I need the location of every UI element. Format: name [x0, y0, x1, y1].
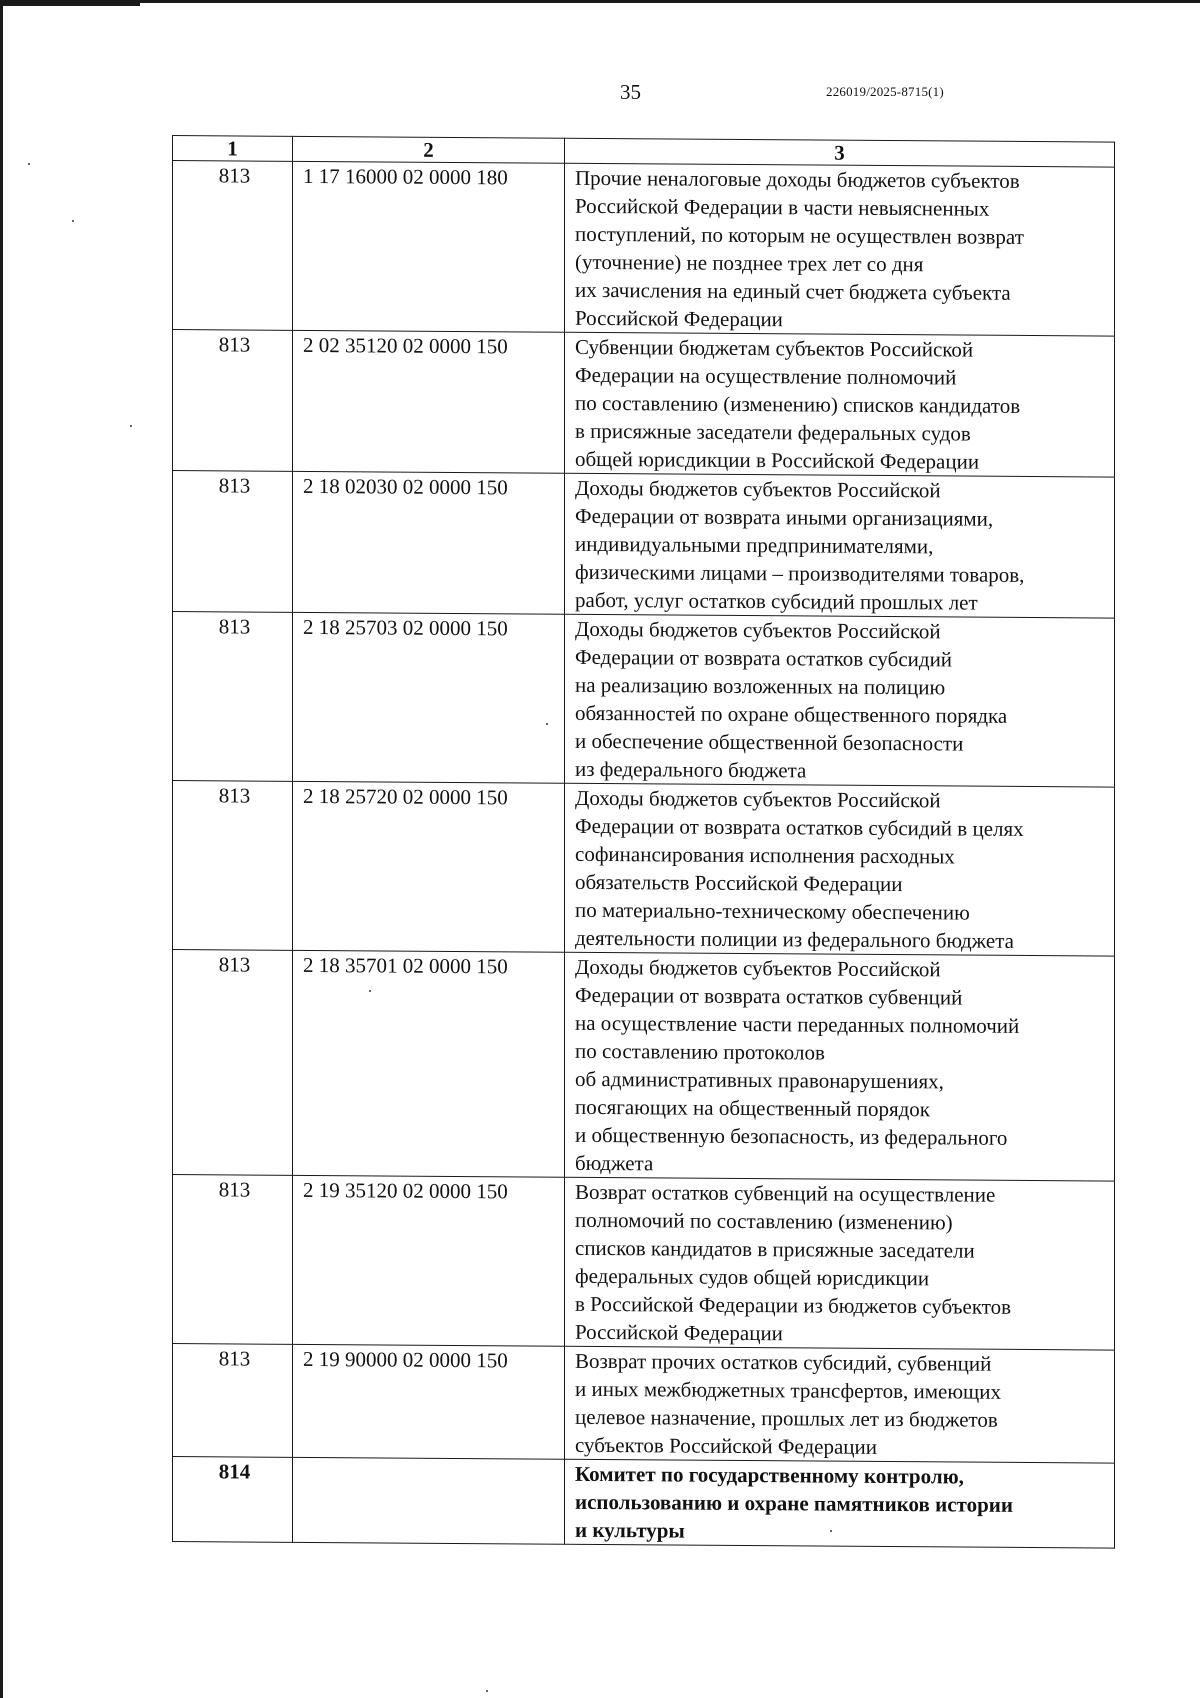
admin-code: 813: [173, 1344, 293, 1458]
revenue-name: Комитет по государственному контролю, использованию и охране памятников истории и культуры: [565, 1459, 1115, 1548]
revenue-code: 2 18 25720 02 0000 150: [293, 781, 565, 952]
table-row: [173, 950, 1115, 1182]
revenue-code: [293, 1457, 565, 1544]
table-row: [173, 1344, 1115, 1464]
column-header-2: 2: [293, 136, 565, 163]
page-number: 35: [620, 80, 641, 104]
revenue-name: Субвенции бюджетам субъектов Российской Федерации на осуществление полномочий по составлению (изменению) списков кандидатов в присяжные заседатели федеральных судов общей юрисдикции в Российской Федерации: [565, 332, 1115, 477]
revenue-code: 2 18 02030 02 0000 150: [293, 471, 565, 614]
table-row: [173, 471, 1115, 619]
revenue-code: 1 17 16000 02 0000 180: [293, 161, 565, 332]
admin-code: 814: [173, 1457, 293, 1543]
scan-border-mark: [0, 0, 140, 6]
budget-codes-table: [172, 135, 1115, 1549]
scan-border-left: [0, 0, 3, 1698]
table-row: [173, 781, 1115, 957]
table-row: [173, 161, 1115, 337]
scan-speck: [130, 425, 132, 427]
revenue-name: Возврат прочих остатков субсидий, субвенций и иных межбюджетных трансфертов, имеющих целевое назначение, прошлых лет из бюджетов субъектов Российской Федерации: [565, 1346, 1115, 1463]
table-row: [173, 612, 1115, 788]
revenue-code: 2 19 90000 02 0000 150: [293, 1344, 565, 1459]
column-header-3: 3: [565, 138, 1115, 167]
revenue-code: 2 18 25703 02 0000 150: [293, 612, 565, 783]
revenue-code: 2 19 35120 02 0000 150: [293, 1175, 565, 1346]
scan-speck: [28, 163, 30, 165]
admin-code: 813: [173, 612, 293, 782]
document-id: 226019/2025-8715(1): [826, 84, 944, 99]
table-row: [173, 1175, 1115, 1351]
scan-speck: [72, 220, 74, 222]
admin-code: 813: [173, 781, 293, 951]
column-header-1: 1: [173, 136, 293, 162]
admin-code: 813: [173, 161, 293, 331]
scan-speck: [486, 1690, 488, 1692]
revenue-name: Возврат остатков субвенций на осуществление полномочий по составлению (изменению) списков кандидатов в присяжные заседатели федеральных судов общей юрисдикции в Российской Федерации из бюджетов субъектов Российской Федерации: [565, 1177, 1115, 1350]
table-row: [173, 1457, 1115, 1549]
table-row: [173, 330, 1115, 478]
admin-code: 813: [173, 330, 293, 472]
revenue-name: Доходы бюджетов субъектов Российской Федерации от возврата остатков субсидий на реализацию возложенных на полицию обязанностей по охране общественного порядка и обеспечение общественной безопасности из федерального бюджета: [565, 614, 1115, 787]
scan-border-top: [0, 0, 1200, 3]
admin-code: 813: [173, 1175, 293, 1345]
revenue-name: Доходы бюджетов субъектов Российской Федерации от возврата остатков субсидий в целях софинансирования исполнения расходных обязательств Российской Федерации по материально-техническому обеспечению деятельности полиции из федерального бюджета: [565, 783, 1115, 956]
admin-code: 813: [173, 471, 293, 613]
revenue-name: Доходы бюджетов субъектов Российской Федерации от возврата иными организациями, индивидуальными предпринимателями, физическими лицами – производителями товаров, работ, услуг остатков субсидий прошлых лет: [565, 473, 1115, 618]
revenue-code: 2 18 35701 02 0000 150: [293, 950, 565, 1177]
revenue-name: Доходы бюджетов субъектов Российской Федерации от возврата остатков субвенций на осуществление части переданных полномочий по составлению протоколов об административных правонарушениях, посягающих на общественный порядок и общественную безопасность, из федерального бюджета: [565, 952, 1115, 1181]
revenue-name: Прочие неналоговые доходы бюджетов субъектов Российской Федерации в части невыясненных поступлений, по которым не осуществлен возврат (уточнение) не позднее трех лет со дня их зачисления на единый счет бюджета субъекта Российской Федерации: [565, 163, 1115, 336]
admin-code: 813: [173, 950, 293, 1176]
revenue-code: 2 02 35120 02 0000 150: [293, 330, 565, 473]
